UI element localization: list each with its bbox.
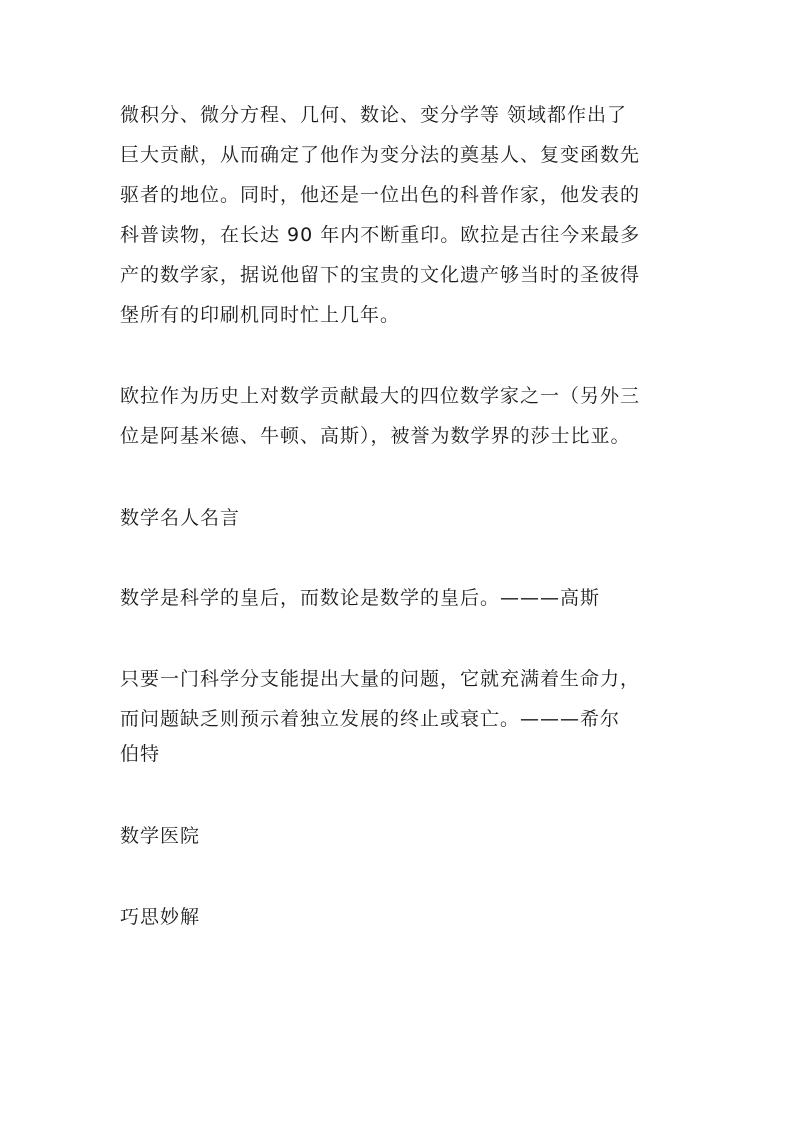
section-heading: 数学名人名言	[120, 507, 241, 529]
text-line: 产的数学家，据说他留下的宝贵的文化遗产够当时的圣彼得	[120, 264, 641, 286]
math-hospital-heading	[120, 821, 680, 852]
section-heading: 数学医院	[120, 825, 201, 847]
document-page	[120, 100, 680, 933]
quotes-heading	[120, 503, 680, 534]
text-line: 科普读物，在长达 90 年内不断重印。欧拉是古往今来最多	[120, 224, 641, 246]
text-line: 而问题缺乏则预示着独立发展的终止或衰亡。———希尔	[120, 708, 621, 730]
text-line: 堡所有的印刷机同时忙上几年。	[120, 304, 401, 326]
text-line: 数学是科学的皇后，而数论是数学的皇后。———高斯	[120, 587, 601, 609]
gauss-quote	[120, 583, 680, 614]
text-line: 驱者的地位。同时，他还是一位出色的科普作家，他发表的	[120, 184, 641, 206]
text-line: 位是阿基米德、牛顿、高斯），被誉为数学界的莎士比亚。	[120, 425, 631, 447]
text-line: 微积分、微分方程、几何、数论、变分学等 领域都作出了	[120, 104, 628, 126]
text-line: 伯特	[120, 743, 161, 765]
section-heading: 巧思妙解	[120, 906, 201, 928]
text-line: 只要一门科学分支能提出大量的问题，它就充满着生命力，	[120, 668, 641, 690]
hilbert-quote	[120, 664, 680, 770]
text-line: 欧拉作为历史上对数学贡献最大的四位数学家之一（另外三	[120, 385, 641, 407]
clever-solution-heading	[120, 902, 680, 933]
text-line: 巨大贡献，从而确定了他作为变分法的奠基人、复变函数先	[120, 144, 641, 166]
euler-ranking-paragraph	[120, 381, 680, 452]
euler-contribution-paragraph	[120, 100, 680, 331]
